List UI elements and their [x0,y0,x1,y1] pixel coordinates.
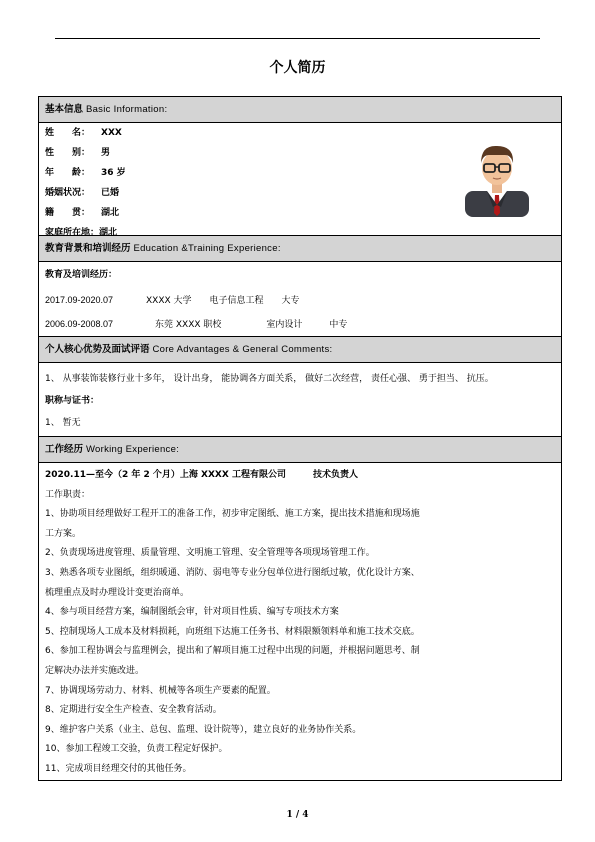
field-home: 家庭所在地：湖北 [45,228,118,238]
section-title-cn: 工作经历 [45,444,84,455]
section-title-en: Core Advantages & General Comments: [149,344,333,355]
certificates-label: 职称与证书： [45,396,100,406]
header-rule [55,38,540,39]
duty-line: 工方案。 [45,528,82,539]
section-title-en: Basic Information: [83,104,168,115]
section-header-advantages [39,336,561,363]
field-name: 姓 名： XXX [45,128,122,138]
page-number: 1 / 4 [286,810,309,820]
avatar [465,135,529,217]
section-title-en: Working Experience: [83,444,180,455]
duty-line: 3、熟悉各项专业图纸，组织暖通、消防、弱电等专业分包单位进行图纸过敏，优化设计方案、 [45,567,420,578]
job-title: 2020.11—至今（2 年 2 个月）上海 XXXX 工程有限公司 技术负责人 [45,470,358,480]
section-title-cn: 基本信息 [45,104,84,115]
duty-line: 7、协调现场劳动力、材料、机械等各项生产要素的配置。 [45,685,276,696]
duty-line: 8、定期进行安全生产检查、安全教育活动。 [45,705,222,716]
duty-line: 定解决办法并实施改进。 [45,665,145,676]
duty-line: 10、参加工程竣工交验，负责工程定好保护。 [45,744,228,755]
education-row: 2017.09-2020.07 XXXX 大学 电子信息工程 大专 [45,295,300,306]
duty-line: 1、协助项目经理做好工程开工的准备工作，初步审定图纸、施工方案，提出技术措施和现场施 [45,509,420,520]
document-title: 个人简历 [269,60,326,76]
certificates-value: 1、 暂无 [45,418,81,428]
duty-line: 9、维护客户关系（业主、总包、监理、设计院等），建立良好的业务协作关系。 [45,724,362,735]
advantages-text: 1、 从事装饰装修行业十多年， 设计出身， 能协调各方面关系， 做好二次经营， 责任心强、 勇于担当、 抗压。 [45,374,494,384]
duty-line: 5、控制现场人工成本及材料损耗，向班组下达施工任务书、材料限额领料单和施工技术交底。 [45,626,420,637]
duty-line: 梳理重点及时办理设计变更治商单。 [45,587,190,598]
advantages-body [39,363,561,436]
section-title-cn: 教育背景和培训经历 [45,243,131,254]
field-age: 年 龄： 36 岁 [45,168,126,178]
section-header-work [39,436,561,463]
duty-line: 4、参与项目经营方案，编制图纸会审，针对项目性质、编写专项技术方案 [45,607,339,618]
duty-line: 6、参加工程协调会与监理例会，提出和了解项目施工过程中出现的问题，并根据问题思考、制 [45,646,420,657]
duty-label: 工作职责： [45,489,91,500]
resume-table [38,96,562,781]
section-title-cn: 个人核心优势及面试评语 [45,344,150,355]
field-origin: 籍 贯： 湖北 [45,208,120,218]
education-sub-label: 教育及培训经历： [45,270,118,280]
duty-line: 2、负责现场进度管理、质量管理、文明施工管理、安全管理等各项现场管理工作。 [45,548,375,559]
work-body [39,463,561,780]
field-marital: 婚姻状况： 已婚 [45,188,120,198]
education-body [39,262,561,336]
education-row: 2006.09-2008.07 东莞 XXXX 职校 室内设计 中专 [45,319,348,330]
section-header-basic [39,97,561,123]
section-title-en: Education &Training Experience: [130,243,281,254]
field-gender: 性 别： 男 [45,148,111,158]
duty-line: 11、完成项目经理交付的其他任务。 [45,763,192,774]
basic-info-body [39,123,561,238]
